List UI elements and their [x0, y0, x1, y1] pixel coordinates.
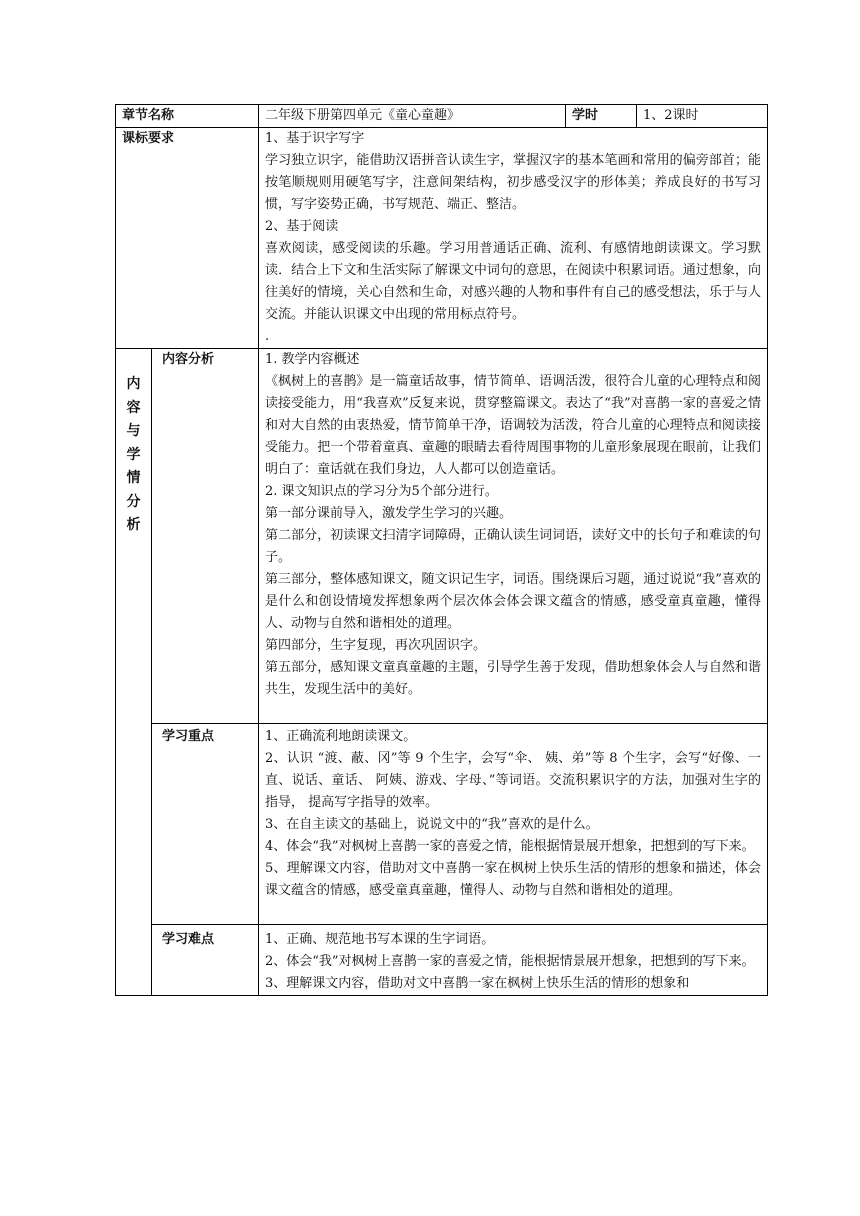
- content-line: 2. 课文知识点的学习分为5个部分进行。: [265, 484, 498, 499]
- header-row: [116, 105, 768, 128]
- key-point-line: 5、理解课文内容，借助对文中喜鹊一家在枫树上快乐生活的情形的想象和描述，体会课文蕴含的情感，感受童真童趣，懂得人、动物与自然和谐相处的道理。: [265, 861, 762, 898]
- difficulty-line: 2、体会“我”对枫树上喜鹊一家的喜爱之情，能根据情景展开想象，把想到的写下来。: [265, 954, 755, 969]
- standards-label: 课标要求: [116, 128, 259, 349]
- standards-line: 1、基于识字写字: [265, 131, 365, 146]
- key-point-line: 1、正确流利地朗读课文。: [265, 729, 417, 744]
- difficulty-line: 3、理解课文内容，借助对文中喜鹊一家在枫树上快乐生活的情形的想象和: [265, 976, 690, 991]
- section-vertical-label: [116, 349, 152, 996]
- key-point-line: 2、认识 “渡、蔽、冈”等 9 个生字，会写“伞、 姨、弟”等 8 个生字，会写“好像、一直、说话、童话、 阿姨、游戏、字母、”等词语。交流积累识字的方法，加强对生字的指导， 提高写字指导的效率。: [265, 751, 762, 810]
- content-line: 《枫树上的喜鹊》是一篇童话故事，情节简单、语调活泼，很符合儿童的心理特点和阅读接受能力，用“我喜欢”反复来说，贯穿整篇课文。表达了“我”对喜鹊一家的喜爱之情和对大自然的由衷热爱，情节简单干净，语调较为活泼，符合儿童的心理特点和阅读接受能力。把一个带着童真、童趣的眼睛去看待周围事物的儿童形象展现在眼前，让我们明白了：童话就在我们身边，人人都可以创造童话。: [265, 374, 762, 477]
- vertical-char: 学: [126, 446, 141, 463]
- lesson-plan-table: [115, 104, 768, 996]
- content-line: 第五部分，感知课文童真童趣的主题，引导学生善于发现，借助想象体会人与自然和谐共生，发现生活中的美好。: [265, 660, 762, 697]
- content-line: 第二部分，初读课文扫清字词障碍，正确认读生词词语，读好文中的长句子和难读的句子。: [265, 528, 762, 565]
- standards-line: .: [265, 329, 270, 344]
- content-line: 第四部分，生字复现，再次巩固识字。: [265, 638, 487, 653]
- content-line: 第三部分，整体感知课文，随文识记生字，词语。围绕课后习题，通过说说“我”喜欢的是什么和创设情境发挥想象两个层次体会体会课文蕴含的情感，感受童真童趣，懂得人、动物与自然和谐相处的道理。: [265, 572, 762, 631]
- vertical-char: 内: [126, 376, 141, 392]
- difficulty-line: 1、正确、规范地书写本课的生字词语。: [265, 932, 495, 947]
- vertical-char: 分: [126, 493, 141, 510]
- standards-line: 喜欢阅读，感受阅读的乐趣。学习用普通话正确、流利、有感情地朗读课文。学习默读．结合上下文和生活实际了解课文中词句的意思，在阅读中积累词语。通过想象，向往美好的情境，关心自然和生命，对感兴趣的人物和事件有自己的感受想法，乐于与人交流。并能认识课文中出现的常用标点符号。: [265, 241, 762, 322]
- standards-line: 2、基于阅读: [265, 219, 339, 234]
- difficulties-row: [116, 925, 768, 996]
- content-line: 1. 教学内容概述: [265, 352, 360, 367]
- standards-content: [259, 128, 768, 349]
- content-analysis-content: [259, 349, 768, 724]
- vertical-char: 析: [126, 517, 141, 533]
- standards-row: [116, 128, 768, 349]
- vertical-char: 容: [126, 399, 141, 416]
- difficulties-label: 学习难点: [152, 925, 259, 996]
- key-point-line: 3、在自主读文的基础上，说说文中的“我”喜欢的是什么。: [265, 817, 599, 832]
- difficulties-content: [259, 925, 768, 996]
- content-analysis-label: 内容分析: [152, 349, 259, 724]
- key-point-line: 4、体会“我”对枫树上喜鹊一家的喜爱之情，能根据情景展开想象，把想到的写下来。: [265, 839, 755, 854]
- vertical-char: 与: [126, 423, 141, 439]
- chapter-label: 章节名称: [116, 105, 259, 128]
- hours-label: 学时: [566, 105, 637, 128]
- hours-value: 1、2课时: [637, 105, 768, 128]
- content-analysis-row: [116, 349, 768, 724]
- key-points-row: [116, 724, 768, 925]
- key-points-content: [259, 724, 768, 925]
- vertical-char: 情: [126, 470, 141, 486]
- chapter-value: 二年级下册第四单元《童心童趣》: [259, 105, 566, 128]
- content-line: 第一部分课前导入，激发学生学习的兴趣。: [265, 506, 513, 521]
- key-points-label: 学习重点: [152, 724, 259, 925]
- standards-line: 学习独立识字，能借助汉语拼音认读生字，掌握汉字的基本笔画和常用的偏旁部首；能按笔顺规则用硬笔写字，注意间架结构，初步感受汉字的形体美；养成良好的书写习惯，写字姿势正确，书写规范、端正、整洁。: [265, 153, 762, 212]
